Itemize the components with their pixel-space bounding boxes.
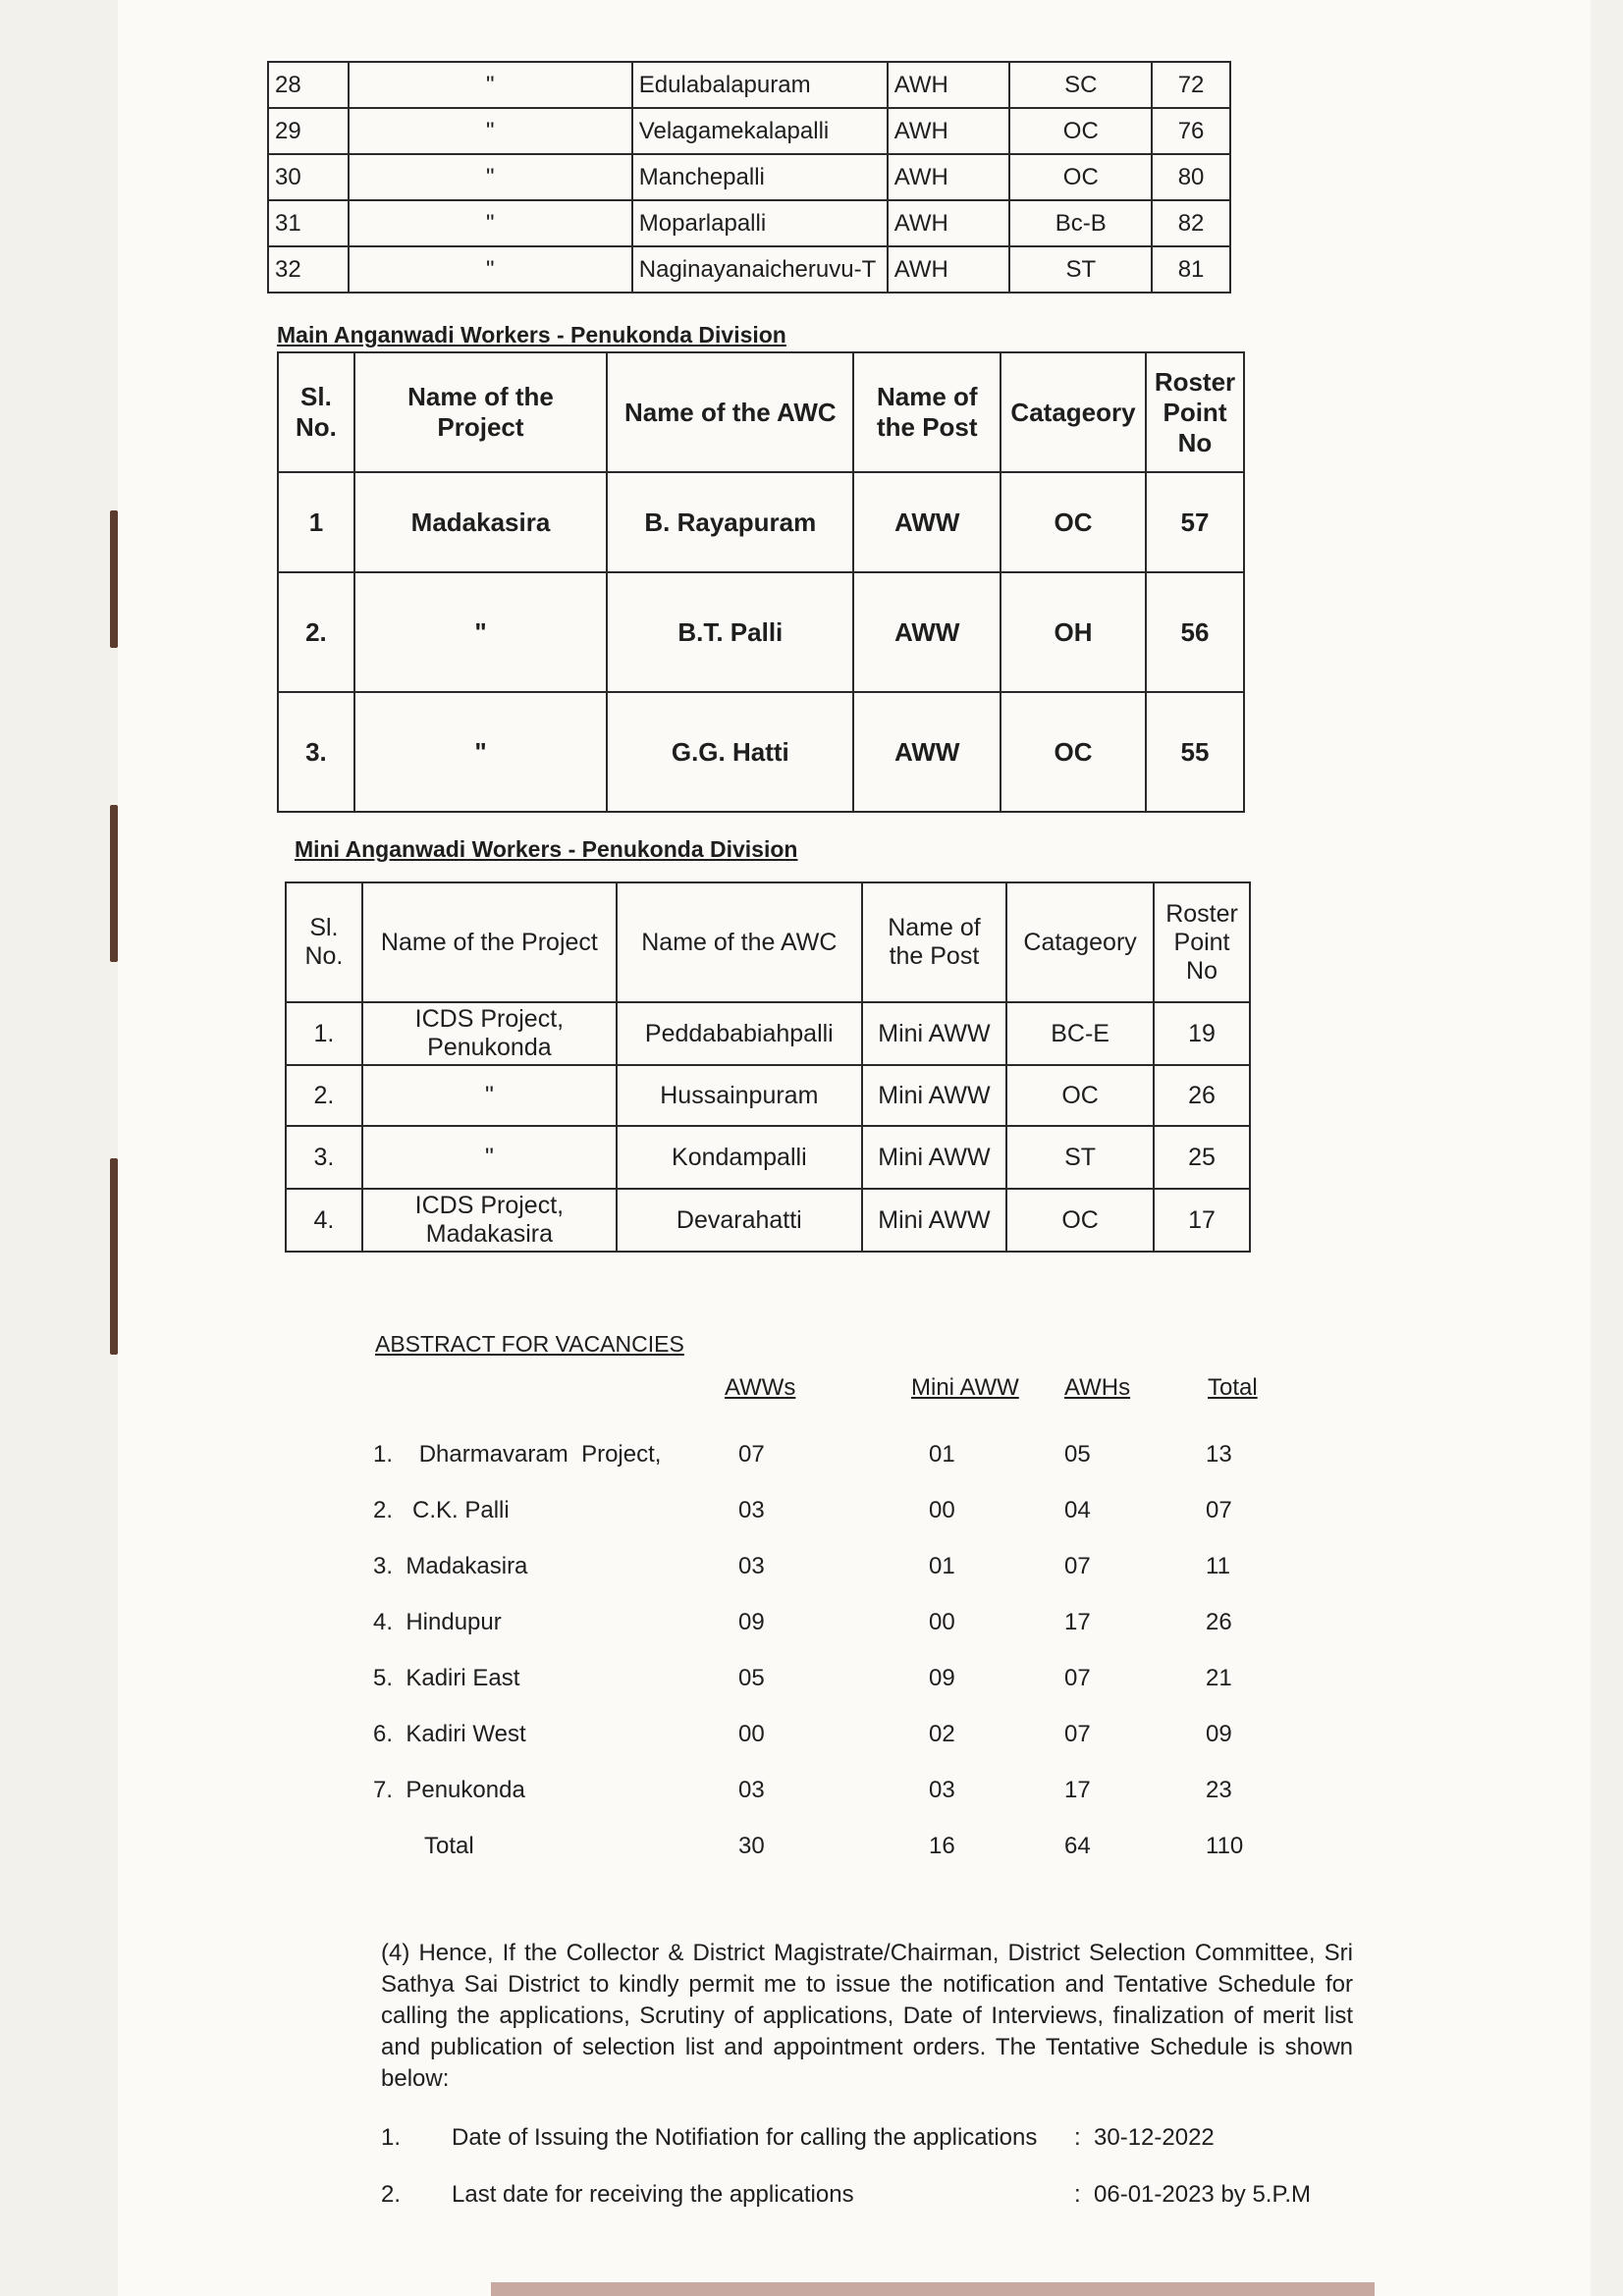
abstract-awh: 64: [1064, 1833, 1091, 1859]
abstract-aww: 03: [738, 1497, 765, 1523]
abstract-row: [373, 1553, 1257, 1592]
abstract-awh: 07: [1064, 1665, 1091, 1691]
abstract-row: [373, 1441, 1257, 1480]
header-category: Catageory: [1006, 882, 1154, 1002]
awc-cell: B. Rayapuram: [607, 472, 853, 572]
roster-cell: 25: [1154, 1126, 1250, 1189]
project-cell: Madakasira: [354, 472, 607, 572]
abstract-row: [373, 1497, 1257, 1536]
project-cell: ICDS Project, Madakasira: [362, 1189, 617, 1252]
binder-mark: [110, 510, 118, 648]
abstract-label: Total: [424, 1833, 474, 1859]
sl-cell: 1: [278, 472, 354, 572]
table-row: [268, 108, 1230, 154]
awc-cell: Devarahatti: [617, 1189, 862, 1252]
project-cell: ": [362, 1065, 617, 1126]
project-cell: ": [354, 572, 607, 692]
schedule-num: 2.: [381, 2181, 402, 2208]
schedule-value: : 06-01-2023 by 5.P.M: [1074, 2181, 1312, 2208]
project-cell: ": [349, 200, 632, 246]
post-cell: AWW: [853, 572, 1001, 692]
sl-cell: 2.: [278, 572, 354, 692]
sl-cell: 4.: [286, 1189, 362, 1252]
post-cell: AWH: [888, 62, 1010, 108]
abstract-total-row: [373, 1833, 1257, 1872]
header-project: Name of the Project: [362, 882, 617, 1002]
abstract-header-mini: Mini AWW: [911, 1374, 1019, 1401]
header-roster: Roster Point No: [1154, 882, 1250, 1002]
post-cell: AWW: [853, 692, 1001, 812]
post-cell: Mini AWW: [862, 1189, 1007, 1252]
abstract-mini: 09: [929, 1665, 955, 1691]
table-row: [268, 154, 1230, 200]
header-category: Catageory: [1001, 352, 1146, 472]
awc-cell: Naginayanaicheruvu-T: [632, 246, 888, 293]
mini-section-title: Mini Anganwadi Workers - Penukonda Division: [295, 836, 798, 862]
roster-cell: 56: [1146, 572, 1244, 692]
schedule-item: [381, 2181, 1363, 2215]
awc-cell: Hussainpuram: [617, 1065, 862, 1126]
roster-cell: 57: [1146, 472, 1244, 572]
post-cell: Mini AWW: [862, 1126, 1007, 1189]
table-row: [286, 1189, 1250, 1252]
abstract-mini: 00: [929, 1609, 955, 1635]
table-row: [278, 572, 1244, 692]
category-cell: OC: [1006, 1065, 1154, 1126]
table-row: [268, 200, 1230, 246]
category-cell: OC: [1009, 154, 1152, 200]
awc-cell: Moparlapalli: [632, 200, 888, 246]
abstract-mini: 01: [929, 1441, 955, 1468]
category-cell: Bc-B: [1009, 200, 1152, 246]
abstract-row: [373, 1777, 1257, 1816]
abstract-row: [373, 1609, 1257, 1648]
abstract-total: 07: [1206, 1497, 1232, 1523]
project-cell: ": [349, 108, 632, 154]
schedule-value: : 30-12-2022: [1074, 2124, 1215, 2151]
awc-cell: Edulabalapuram: [632, 62, 888, 108]
table-row: [286, 1002, 1250, 1065]
table-row: [278, 692, 1244, 812]
abstract-row: [373, 1665, 1257, 1704]
abstract-awh: 05: [1064, 1441, 1091, 1468]
abstract-total: 11: [1206, 1553, 1230, 1579]
sl-cell: 1.: [286, 1002, 362, 1065]
abstract-mini: 03: [929, 1777, 955, 1803]
sl-cell: 3.: [278, 692, 354, 812]
abstract-mini: 00: [929, 1497, 955, 1523]
post-cell: Mini AWW: [862, 1065, 1007, 1126]
bottom-edge-mark: [491, 2282, 1375, 2296]
table-row: [286, 1126, 1250, 1189]
abstract-aww: 00: [738, 1721, 765, 1747]
schedule-item: [381, 2124, 1363, 2158]
roster-cell: 81: [1152, 246, 1230, 293]
abstract-awh: 17: [1064, 1777, 1091, 1803]
sl-cell: 3.: [286, 1126, 362, 1189]
schedule-label: Last date for receiving the applications: [452, 2181, 854, 2208]
category-cell: OC: [1006, 1189, 1154, 1252]
binder-mark: [110, 805, 118, 962]
main-aww-table: [277, 351, 1245, 813]
abstract-aww: 30: [738, 1833, 765, 1859]
roster-cell: 76: [1152, 108, 1230, 154]
abstract-label: 4. Hindupur: [373, 1609, 502, 1635]
sl-cell: 31: [268, 200, 349, 246]
abstract-total: 23: [1206, 1777, 1232, 1803]
post-cell: AWH: [888, 200, 1010, 246]
post-cell: AWH: [888, 246, 1010, 293]
sl-cell: 29: [268, 108, 349, 154]
table-row: [278, 472, 1244, 572]
post-cell: AWH: [888, 108, 1010, 154]
roster-cell: 80: [1152, 154, 1230, 200]
abstract-label: 1. Dharmavaram Project,: [373, 1441, 662, 1468]
header-project: Name of the Project: [354, 352, 607, 472]
project-cell: ": [349, 62, 632, 108]
abstract-total: 26: [1206, 1609, 1232, 1635]
abstract-aww: 03: [738, 1553, 765, 1579]
category-cell: OC: [1001, 692, 1146, 812]
abstract-aww: 05: [738, 1665, 765, 1691]
main-section-title: Main Anganwadi Workers - Penukonda Division: [277, 322, 786, 347]
roster-cell: 72: [1152, 62, 1230, 108]
abstract-total: 09: [1206, 1721, 1232, 1747]
roster-cell: 17: [1154, 1189, 1250, 1252]
table-row: [268, 246, 1230, 293]
binder-margin: [0, 0, 118, 2296]
abstract-mini: 16: [929, 1833, 955, 1859]
awc-cell: Peddababiahpalli: [617, 1002, 862, 1065]
abstract-header-total: Total: [1208, 1374, 1258, 1401]
post-cell: Mini AWW: [862, 1002, 1007, 1065]
category-cell: ST: [1006, 1126, 1154, 1189]
sl-cell: 2.: [286, 1065, 362, 1126]
mini-aww-table: [285, 881, 1251, 1253]
header-post: Name of the Post: [862, 882, 1007, 1002]
table-row: [286, 1065, 1250, 1126]
abstract-label: 7. Penukonda: [373, 1777, 525, 1803]
sl-cell: 32: [268, 246, 349, 293]
abstract-total: 21: [1206, 1665, 1232, 1691]
abstract-awh: 17: [1064, 1609, 1091, 1635]
sl-cell: 28: [268, 62, 349, 108]
header-sl: Sl. No.: [286, 882, 362, 1002]
schedule-label: Date of Issuing the Notifiation for calling the applications: [452, 2124, 1038, 2151]
sl-cell: 30: [268, 154, 349, 200]
awc-cell: Manchepalli: [632, 154, 888, 200]
header-post: Name of the Post: [853, 352, 1001, 472]
abstract-aww: 03: [738, 1777, 765, 1803]
category-cell: ST: [1009, 246, 1152, 293]
header-awc: Name of the AWC: [617, 882, 862, 1002]
abstract-header-awh: AWHs: [1064, 1374, 1131, 1401]
schedule-paragraph: (4) Hence, If the Collector & District Magistrate/Chairman, District Selection Committee, Sri Sathya Sai District to kindly permit me to issue the notification and Tentative Schedule for calling the applications, Scrutiny of applications, Date of Interviews, finalization of merit list and publication of selection list and appointment orders. The Tentative Schedule is shown below:: [381, 1940, 1353, 2092]
abstract-label: 3. Madakasira: [373, 1553, 528, 1579]
abstract-awh: 07: [1064, 1553, 1091, 1579]
table-row: [268, 62, 1230, 108]
project-cell: ICDS Project, Penukonda: [362, 1002, 617, 1065]
abstract-mini: 01: [929, 1553, 955, 1579]
abstract-mini: 02: [929, 1721, 955, 1747]
abstract-aww: 07: [738, 1441, 765, 1468]
category-cell: OH: [1001, 572, 1146, 692]
post-cell: AWH: [888, 154, 1010, 200]
abstract-aww: 09: [738, 1609, 765, 1635]
abstract-total: 110: [1206, 1833, 1244, 1859]
project-cell: ": [349, 154, 632, 200]
abstract-awh: 07: [1064, 1721, 1091, 1747]
abstract-total: 13: [1206, 1441, 1232, 1468]
continuation-table: [267, 61, 1231, 294]
binder-mark: [110, 1158, 118, 1355]
abstract-label: 6. Kadiri West: [373, 1721, 526, 1747]
awc-cell: Velagamekalapalli: [632, 108, 888, 154]
header-sl: Sl. No.: [278, 352, 354, 472]
header-awc: Name of the AWC: [607, 352, 853, 472]
roster-cell: 82: [1152, 200, 1230, 246]
roster-cell: 26: [1154, 1065, 1250, 1126]
post-cell: AWW: [853, 472, 1001, 572]
abstract-label: 2. C.K. Palli: [373, 1497, 510, 1523]
abstract-label: 5. Kadiri East: [373, 1665, 520, 1691]
awc-cell: Kondampalli: [617, 1126, 862, 1189]
roster-cell: 19: [1154, 1002, 1250, 1065]
abstract-title: ABSTRACT FOR VACANCIES: [375, 1331, 684, 1357]
category-cell: SC: [1009, 62, 1152, 108]
awc-cell: B.T. Palli: [607, 572, 853, 692]
category-cell: OC: [1001, 472, 1146, 572]
project-cell: ": [354, 692, 607, 812]
roster-cell: 55: [1146, 692, 1244, 812]
project-cell: ": [349, 246, 632, 293]
header-roster: Roster Point No: [1146, 352, 1244, 472]
category-cell: BC-E: [1006, 1002, 1154, 1065]
abstract-row: [373, 1721, 1257, 1760]
category-cell: OC: [1009, 108, 1152, 154]
awc-cell: G.G. Hatti: [607, 692, 853, 812]
abstract-header-aww: AWWs: [725, 1374, 796, 1401]
schedule-num: 1.: [381, 2124, 402, 2151]
abstract-awh: 04: [1064, 1497, 1091, 1523]
project-cell: ": [362, 1126, 617, 1189]
